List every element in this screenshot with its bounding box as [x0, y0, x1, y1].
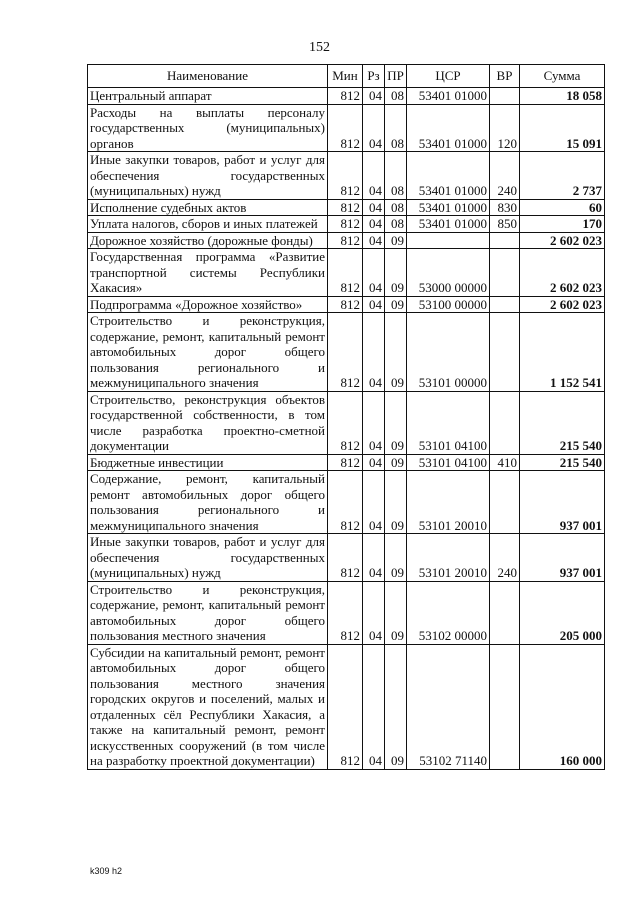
cell-pr: 08 — [385, 88, 407, 105]
cell-rz: 04 — [363, 249, 385, 297]
cell-name: Иные закупки товаров, работ и услуг для обеспечения государственных (муниципальных) нужд — [88, 534, 328, 582]
cell-name: Субсидии на капитальный ремонт, ремонт автомобильных дорог общего пользования местного значения городских округов и поселений, малых и отдаленных сёл Республики Хакасия, а также на капитальный ремонт, ремонт искусственных сооружений (в том числе на разработку проектной документации) — [88, 644, 328, 769]
cell-pr: 08 — [385, 152, 407, 200]
header-sum: Сумма — [520, 65, 605, 88]
cell-csr — [407, 232, 490, 249]
cell-rz: 04 — [363, 199, 385, 216]
cell-sum: 215 540 — [520, 391, 605, 454]
cell-csr: 53401 01000 — [407, 216, 490, 233]
table-row — [88, 581, 605, 644]
cell-csr: 53401 01000 — [407, 104, 490, 152]
cell-name: Строительство и реконструкция, содержание, ремонт, капитальный ремонт автомобильных дорог общего пользования местного значения — [88, 581, 328, 644]
cell-vr — [490, 644, 520, 769]
table-row — [88, 644, 605, 769]
cell-csr: 53101 20010 — [407, 534, 490, 582]
table-row — [88, 88, 605, 105]
cell-sum: 205 000 — [520, 581, 605, 644]
cell-pr: 09 — [385, 534, 407, 582]
cell-vr — [490, 471, 520, 534]
cell-name: Исполнение судебных актов — [88, 199, 328, 216]
cell-sum: 18 058 — [520, 88, 605, 105]
cell-vr: 830 — [490, 199, 520, 216]
cell-sum: 2 737 — [520, 152, 605, 200]
cell-csr: 53102 71140 — [407, 644, 490, 769]
cell-csr: 53102 00000 — [407, 581, 490, 644]
cell-vr — [490, 88, 520, 105]
table-row — [88, 152, 605, 200]
cell-rz: 04 — [363, 152, 385, 200]
table-row — [88, 313, 605, 392]
page-number: 152 — [309, 40, 330, 55]
cell-csr: 53401 01000 — [407, 199, 490, 216]
cell-vr — [490, 296, 520, 313]
table-row — [88, 454, 605, 471]
header-name: Наименование — [88, 65, 328, 88]
cell-name: Строительство и реконструкция, содержание, ремонт, капитальный ремонт автомобильных дорог общего пользования регионального и межмуниципального значения — [88, 313, 328, 392]
cell-pr: 09 — [385, 313, 407, 392]
cell-sum: 1 152 541 — [520, 313, 605, 392]
cell-vr: 410 — [490, 454, 520, 471]
cell-min: 812 — [328, 88, 363, 105]
cell-pr: 09 — [385, 249, 407, 297]
table-row — [88, 249, 605, 297]
cell-sum: 2 602 023 — [520, 296, 605, 313]
cell-min: 812 — [328, 454, 363, 471]
header-rz: Рз — [363, 65, 385, 88]
cell-vr: 240 — [490, 534, 520, 582]
cell-rz: 04 — [363, 232, 385, 249]
table-row — [88, 296, 605, 313]
cell-sum: 15 091 — [520, 104, 605, 152]
cell-vr: 120 — [490, 104, 520, 152]
cell-csr: 53401 01000 — [407, 152, 490, 200]
cell-min: 812 — [328, 152, 363, 200]
table-row — [88, 216, 605, 233]
cell-vr: 850 — [490, 216, 520, 233]
cell-pr: 09 — [385, 471, 407, 534]
cell-min: 812 — [328, 581, 363, 644]
table-row — [88, 232, 605, 249]
cell-min: 812 — [328, 216, 363, 233]
header-vr: ВР — [490, 65, 520, 88]
cell-sum: 170 — [520, 216, 605, 233]
cell-csr: 53100 00000 — [407, 296, 490, 313]
cell-min: 812 — [328, 296, 363, 313]
table-row — [88, 199, 605, 216]
cell-name: Бюджетные инвестиции — [88, 454, 328, 471]
cell-min: 812 — [328, 199, 363, 216]
cell-sum: 937 001 — [520, 534, 605, 582]
cell-pr: 08 — [385, 216, 407, 233]
cell-rz: 04 — [363, 313, 385, 392]
cell-pr: 09 — [385, 454, 407, 471]
cell-min: 812 — [328, 232, 363, 249]
cell-min: 812 — [328, 313, 363, 392]
cell-min: 812 — [328, 104, 363, 152]
cell-name: Уплата налогов, сборов и иных платежей — [88, 216, 328, 233]
cell-pr: 09 — [385, 391, 407, 454]
header-csr: ЦСР — [407, 65, 490, 88]
cell-pr: 08 — [385, 199, 407, 216]
cell-vr — [490, 249, 520, 297]
cell-rz: 04 — [363, 454, 385, 471]
cell-rz: 04 — [363, 644, 385, 769]
header-min: Мин — [328, 65, 363, 88]
cell-name: Подпрограмма «Дорожное хозяйство» — [88, 296, 328, 313]
cell-csr: 53101 04100 — [407, 454, 490, 471]
cell-min: 812 — [328, 471, 363, 534]
table-row — [88, 104, 605, 152]
cell-pr: 09 — [385, 232, 407, 249]
cell-sum: 937 001 — [520, 471, 605, 534]
cell-vr — [490, 232, 520, 249]
cell-rz: 04 — [363, 391, 385, 454]
cell-name: Содержание, ремонт, капитальный ремонт автомобильных дорог общего пользования регионального и межмуниципального значения — [88, 471, 328, 534]
cell-vr — [490, 313, 520, 392]
cell-min: 812 — [328, 534, 363, 582]
cell-name: Расходы на выплаты персоналу государственных (муниципальных) органов — [88, 104, 328, 152]
cell-name: Иные закупки товаров, работ и услуг для обеспечения государственных (муниципальных) нужд — [88, 152, 328, 200]
cell-rz: 04 — [363, 88, 385, 105]
cell-pr: 08 — [385, 104, 407, 152]
cell-sum: 2 602 023 — [520, 232, 605, 249]
cell-pr: 09 — [385, 644, 407, 769]
cell-rz: 04 — [363, 216, 385, 233]
cell-name: Строительство, реконструкция объектов государственной собственности, в том числе разработка проектно-сметной документации — [88, 391, 328, 454]
cell-name: Дорожное хозяйство (дорожные фонды) — [88, 232, 328, 249]
cell-sum: 160 000 — [520, 644, 605, 769]
cell-csr: 53000 00000 — [407, 249, 490, 297]
cell-sum: 215 540 — [520, 454, 605, 471]
table-body — [88, 88, 605, 770]
cell-name: Государственная программа «Развитие транспортной системы Республики Хакасия» — [88, 249, 328, 297]
cell-rz: 04 — [363, 581, 385, 644]
cell-vr: 240 — [490, 152, 520, 200]
header-pr: ПР — [385, 65, 407, 88]
table-row — [88, 391, 605, 454]
cell-rz: 04 — [363, 104, 385, 152]
cell-vr — [490, 391, 520, 454]
cell-csr: 53101 00000 — [407, 313, 490, 392]
table-row — [88, 534, 605, 582]
cell-sum: 60 — [520, 199, 605, 216]
cell-rz: 04 — [363, 296, 385, 313]
cell-csr: 53101 04100 — [407, 391, 490, 454]
cell-rz: 04 — [363, 534, 385, 582]
cell-min: 812 — [328, 249, 363, 297]
cell-csr: 53401 01000 — [407, 88, 490, 105]
table-row — [88, 471, 605, 534]
cell-rz: 04 — [363, 471, 385, 534]
cell-csr: 53101 20010 — [407, 471, 490, 534]
cell-name: Центральный аппарат — [88, 88, 328, 105]
cell-sum: 2 602 023 — [520, 249, 605, 297]
budget-table — [87, 64, 605, 770]
cell-pr: 09 — [385, 296, 407, 313]
cell-pr: 09 — [385, 581, 407, 644]
table-header-row — [88, 65, 605, 88]
cell-vr — [490, 581, 520, 644]
cell-min: 812 — [328, 644, 363, 769]
cell-min: 812 — [328, 391, 363, 454]
footer-code: k309 h2 — [90, 866, 123, 876]
